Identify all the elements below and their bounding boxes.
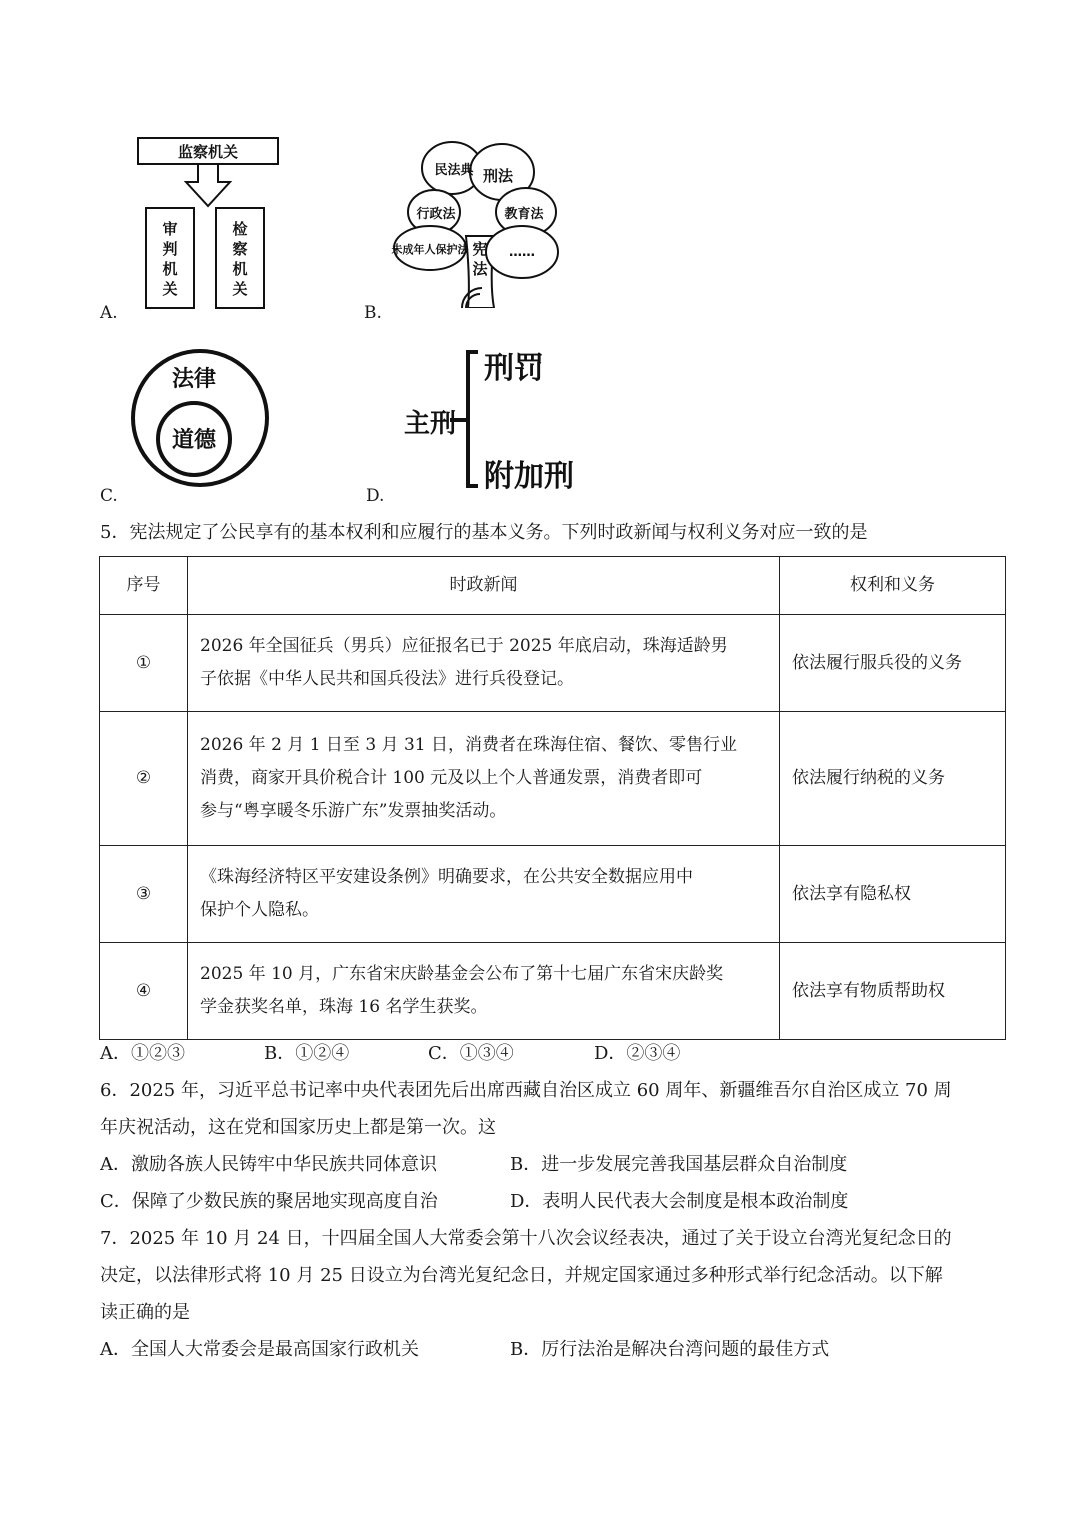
q5-option-d[interactable]: D．②③④	[594, 1043, 681, 1064]
leaf-label-2: 刑法	[482, 167, 514, 185]
header-right: 权利和义务	[780, 557, 1006, 615]
down-arrow-icon	[186, 164, 230, 206]
header-no: 序号	[100, 557, 188, 615]
row-right: 依法履行服兵役的义务	[780, 615, 1006, 712]
q6-option-a[interactable]: A．激励各族人民铸牢中华民族共同体意识	[100, 1154, 437, 1175]
q7-stem-line-3: 读正确的是	[100, 1302, 190, 1323]
q6-option-b[interactable]: B．进一步发展完善我国基层群众自治制度	[510, 1154, 848, 1175]
figure-c-outer-label: 法律	[171, 367, 217, 392]
table-row	[100, 615, 1006, 712]
q7-stem-line-1: 7．2025 年 10 月 24 日，十四届全国人大常委会第十八次会议经表决，通过了关于设立台湾光复纪念日的	[100, 1228, 952, 1249]
figure-b-tree	[390, 126, 570, 308]
q6-option-d[interactable]: D．表明人民代表大会制度是根本政治制度	[510, 1191, 849, 1212]
header-news: 时政新闻	[188, 557, 780, 615]
figure-c-letter: C.	[100, 486, 118, 506]
figure-d	[400, 342, 580, 494]
figure-c-inner-label: 道德	[171, 428, 217, 453]
figure-a-right-label: 检察机关	[232, 220, 248, 298]
q7-option-b[interactable]: B．厉行法治是解决台湾问题的最佳方式	[510, 1339, 830, 1360]
row-no: ①	[100, 615, 188, 712]
row-right: 依法享有隐私权	[780, 846, 1006, 943]
figure-d-letter: D.	[366, 486, 385, 506]
row-news: 2025 年 10 月，广东省宋庆龄基金会公布了第十七届广东省宋庆龄奖 学金获奖名单，珠海 16 名学生获奖。	[188, 943, 780, 1040]
figure-d-bottom: 附加刑	[484, 459, 574, 494]
leaf-label-5: 未成年人保护法	[391, 243, 469, 256]
figure-a-letter: A.	[100, 303, 118, 323]
figure-d-root: 主刑	[404, 409, 457, 439]
q7-option-a[interactable]: A．全国人大常委会是最高国家行政机关	[100, 1339, 419, 1360]
figure-b	[390, 126, 570, 308]
q5-option-b[interactable]: B．①②④	[264, 1043, 350, 1064]
figure-c	[130, 344, 270, 490]
q6-stem-line-1: 6．2025 年，习近平总书记率中央代表团先后出席西藏自治区成立 60 周年、新疆维吾尔自治区成立 70 周	[100, 1080, 952, 1101]
news-table	[99, 556, 1006, 1040]
q5-option-c[interactable]: C．①③④	[428, 1043, 514, 1064]
figure-a-left-label: 审判机关	[162, 220, 178, 298]
table-row	[100, 943, 1006, 1040]
figure-a-top-label: 监察机关	[177, 143, 239, 161]
leaf-label-6: ……	[509, 245, 535, 260]
row-news: 《珠海经济特区平安建设条例》明确要求，在公共安全数据应用中 保护个人隐私。	[188, 846, 780, 943]
row-no: ②	[100, 712, 188, 846]
row-right: 依法享有物质帮助权	[780, 943, 1006, 1040]
row-right: 依法履行纳税的义务	[780, 712, 1006, 846]
figure-d-diagram	[400, 342, 580, 494]
figure-d-top: 刑罚	[484, 351, 544, 386]
table-row	[100, 846, 1006, 943]
figure-a-diagram	[134, 134, 284, 314]
leaf-label-1: 民法典	[434, 163, 474, 178]
row-news: 2026 年全国征兵（男兵）应征报名已于 2025 年底启动，珠海适龄男 子依据《中华人民共和国兵役法》进行兵役登记。	[188, 615, 780, 712]
q5-option-a[interactable]: A．①②③	[100, 1043, 185, 1064]
q6-option-c[interactable]: C．保障了少数民族的聚居地实现高度自治	[100, 1191, 438, 1212]
tree-trunk-label: 宪法	[472, 240, 488, 278]
table-row	[100, 712, 1006, 846]
figure-b-letter: B.	[364, 303, 382, 323]
table-header-row	[100, 557, 1006, 615]
q7-stem-line-2: 决定，以法律形式将 10 月 25 日设立为台湾光复纪念日，并规定国家通过多种形式举行纪念活动。以下解	[100, 1265, 943, 1286]
figure-a	[134, 134, 284, 314]
leaf-label-3: 行政法	[416, 207, 456, 222]
row-no: ④	[100, 943, 188, 1040]
figure-c-diagram	[130, 344, 270, 490]
q5-stem: 5．宪法规定了公民享有的基本权利和应履行的基本义务。下列时政新闻与权利义务对应一致的是	[100, 522, 868, 543]
row-news: 2026 年 2 月 1 日至 3 月 31 日，消费者在珠海住宿、餐饮、零售行业 消费，商家开具价税合计 100 元及以上个人普通发票，消费者即可 参与“粤享暖冬乐游广东”发票抽奖活动。	[188, 712, 780, 846]
row-no: ③	[100, 846, 188, 943]
leaf-label-4: 教育法	[504, 207, 544, 222]
q6-stem-line-2: 年庆祝活动，这在党和国家历史上都是第一次。这	[100, 1117, 496, 1138]
